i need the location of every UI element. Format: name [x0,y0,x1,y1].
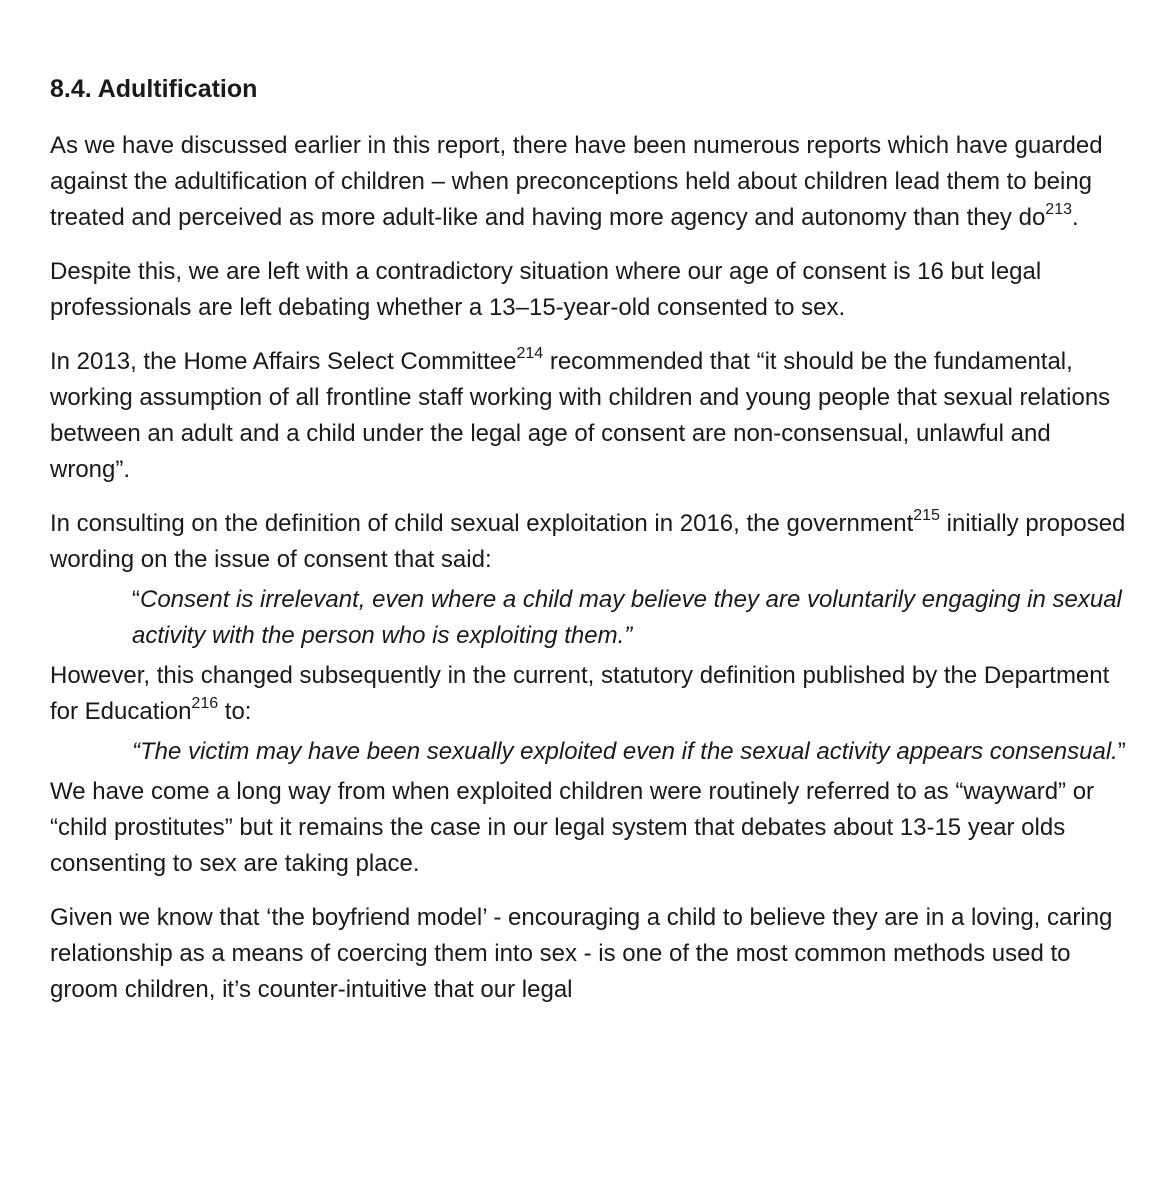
paragraph-home-affairs [50,344,1130,488]
quote-victim-definition [132,734,1130,770]
quote-text: “The victim may have been sexually exploited even if the sexual activity appears consensual. [132,738,1118,765]
paragraph-text: As we have discussed earlier in this report, there have been numerous reports which have guarded against the adultification of children – when preconceptions held about children lead them to being treated and perceived as more adult-like and having more agency and autonomy than they do [50,132,1103,231]
section-heading: 8.4. Adultification [50,75,258,103]
paragraph-boyfriend-model: Given we know that ‘the boyfriend model’ - encouraging a child to believe they are in a loving, caring relationship as a means of coercing them into sex - is one of the most common methods used to groom children, it’s counter-intuitive that our legal [50,904,1113,1003]
paragraph-long-way: We have come a long way from when exploited children were routinely referred to as “wayward” or “child prostitutes” but it remains the case in our legal system that debates about 13-15 year olds consenting to sex are taking place. [50,778,1095,877]
quote-text: Consent is irrelevant, even where a child may believe they are voluntarily engaging in sexual activity with the person who is exploiting them.” [132,586,1122,649]
paragraph-consultation [50,506,1130,578]
footnote-ref-213: 213 [1045,201,1072,218]
paragraph-text-after: recommended that “it should be the fundamental, working assumption of all frontline staff working with children and young people that sexual relations between an adult and a child under the legal age of consent are non-consensual, unlawful and wrong”. [50,348,1111,483]
paragraph-text-after: to: [218,698,252,725]
paragraph-statutory-change [50,658,1130,730]
quote-open-mark: “ [132,586,140,613]
footnote-ref-214: 214 [516,345,544,362]
paragraph-text-before: In consulting on the definition of child sexual exploitation in 2016, the government [50,510,914,537]
footnote-ref-216: 216 [191,695,219,712]
quote-consent-irrelevant [132,582,1130,654]
paragraph-end: . [1072,204,1079,231]
paragraph-text-before: However, this changed subsequently in the current, statutory definition published by the Department for Education [50,662,1110,725]
quote-close-mark: ” [1117,738,1126,765]
paragraph-adultification-intro [50,128,1130,236]
paragraph-text-after: initially proposed wording on the issue of consent that said: [50,510,1126,573]
paragraph-contradiction: Despite this, we are left with a contradictory situation where our age of consent is 16 but legal professionals are left debating whether a 13–15-year-old consented to sex. [50,258,1042,321]
paragraph-text-before: In 2013, the Home Affairs Select Committee [50,348,517,375]
document-page [50,72,1130,1026]
footnote-ref-215: 215 [913,507,940,524]
